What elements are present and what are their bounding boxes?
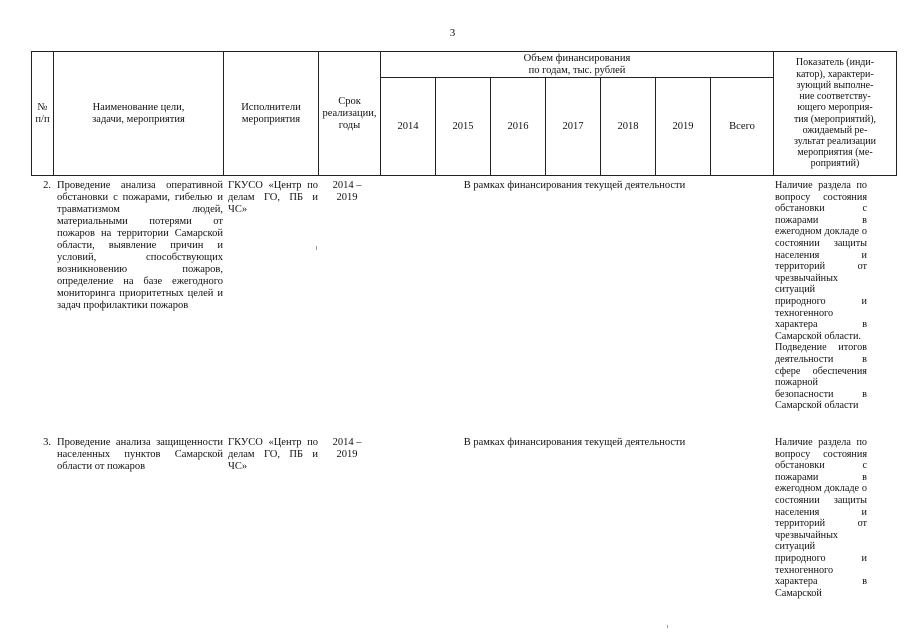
header-year: 2015 bbox=[436, 78, 491, 176]
row-name: Проведение анализа защищенности населенных пунктов Самарской области от пожаров bbox=[57, 437, 223, 472]
header-year: 2017 bbox=[546, 78, 601, 176]
header-year: 2016 bbox=[491, 78, 546, 176]
header-executors: Исполнители мероприятия bbox=[224, 52, 319, 176]
scan-speck bbox=[667, 625, 668, 628]
page-number: 3 bbox=[449, 27, 456, 39]
header-year: 2014 bbox=[381, 78, 436, 176]
row-term: 2014 – 2019 bbox=[332, 180, 362, 203]
row-financing: В рамках финансирования текущей деятельности bbox=[463, 437, 686, 448]
row-indicator bbox=[775, 180, 867, 412]
row-name: Проведение анализа оперативной обстановки с пожарами, гибелью и травматизмом людей, материальными потерями от пожаров на территории Самарской области, выявление причин и условий, способствующих возникновению пожаров, определение на базе ежегодного мониторинга приоритетных целей и задач профилактики пожаров bbox=[57, 180, 223, 311]
row-executor: ГКУСО «Центр по делам ГО, ПБ и ЧС» bbox=[228, 437, 318, 472]
scan-speck bbox=[316, 246, 317, 250]
indicator-paragraph: Подведение итогов деятельности в сфере обеспечения пожарной безопасности в Самарской области bbox=[775, 342, 867, 412]
header-year: 2018 bbox=[601, 78, 656, 176]
row-number: 2. bbox=[43, 180, 51, 191]
header-financing: Объем финансирования по годам, тыс. рублей bbox=[381, 52, 774, 78]
header-term: Срок реализации, годы bbox=[319, 52, 381, 176]
header-num: № п/п bbox=[32, 52, 54, 176]
table-header bbox=[31, 51, 897, 176]
header-year: 2019 bbox=[656, 78, 711, 176]
row-executor: ГКУСО «Центр по делам ГО, ПБ и ЧС» bbox=[228, 180, 318, 215]
header-total: Всего bbox=[711, 78, 774, 176]
row-number: 3. bbox=[43, 437, 51, 448]
header-name: Наименование цели, задачи, мероприятия bbox=[54, 52, 224, 176]
row-indicator bbox=[775, 437, 867, 599]
row-financing: В рамках финансирования текущей деятельности bbox=[463, 180, 686, 191]
indicator-paragraph: Наличие раздела по вопросу состояния обстановки с пожарами в ежегодном докладе о состоянии защиты населения и территорий от чрезвычайных ситуаций природного и техногенного характера в Самарской области. bbox=[775, 180, 867, 342]
row-term: 2014 – 2019 bbox=[332, 437, 362, 460]
header-indicator: Показатель (инди- катор), характери- зующий выполне- ние соответству- ющего мероприя- тия (мероприятий), ожидаемый ре- зультат реализации мероприятия (ме- роприятий) bbox=[774, 52, 897, 176]
indicator-paragraph: Наличие раздела по вопросу состояния обстановки с пожарами в ежегодном докладе о состоянии защиты населения и территорий от чрезвычайных ситуаций природного и техногенного характера в Самарской bbox=[775, 437, 867, 599]
